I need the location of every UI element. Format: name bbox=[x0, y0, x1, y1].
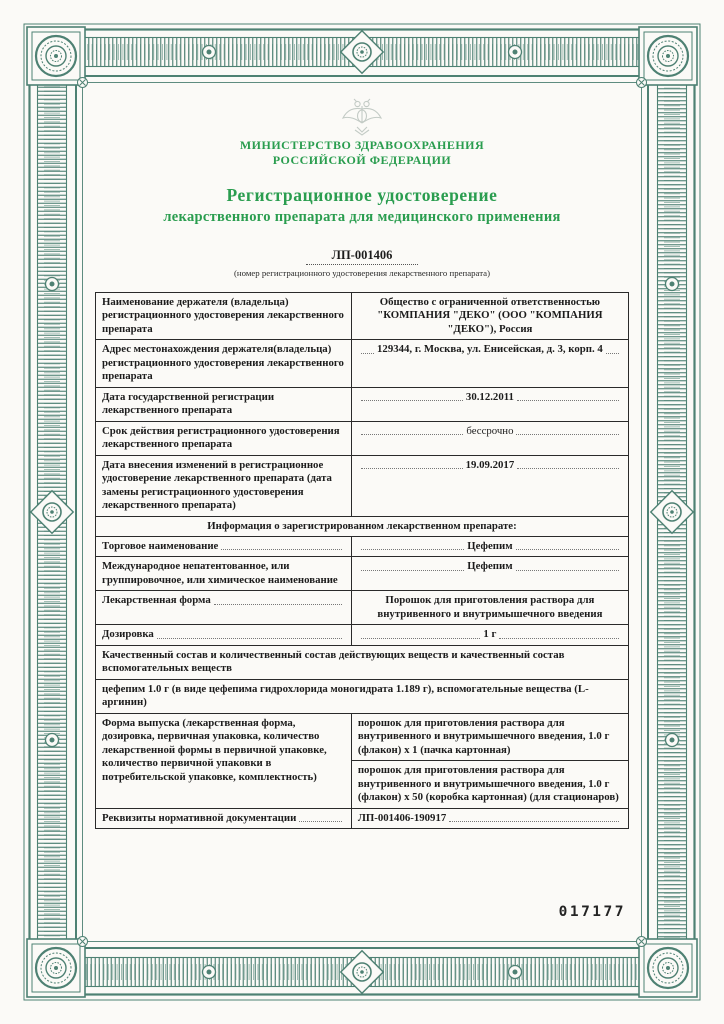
registration-date-label: Дата государственной регистрации лекарственного препарата bbox=[96, 387, 352, 421]
table-row bbox=[96, 516, 629, 536]
trade-name-label: Торговое наименование bbox=[96, 536, 352, 556]
serial-number: 017177 bbox=[558, 904, 626, 920]
inn-label: Международное непатентованное, или группировочное, или химическое наименование bbox=[96, 557, 352, 591]
dosage-form-label: Лекарственная форма bbox=[96, 591, 352, 625]
release-form-value-2: порошок для приготовления раствора для внутривенного и внутримышечного введения, 1.0 г (флакон) х 50 (коробка картонная) (для стационаров) bbox=[351, 761, 628, 808]
table-row bbox=[96, 808, 629, 828]
release-form-value-1: порошок для приготовления раствора для внутривенного и внутримышечного введения, 1.0 г (флакон) х 1 (пачка картонная) bbox=[351, 713, 628, 760]
coat-of-arms-icon bbox=[95, 96, 629, 138]
address-value: 129344, г. Москва, ул. Енисейская, д. 3, корп. 4 bbox=[351, 340, 628, 387]
document-content bbox=[95, 92, 629, 932]
table-row bbox=[96, 679, 629, 713]
document-title: Регистрационное удостоверение bbox=[226, 184, 498, 205]
registration-number-caption: (номер регистрационного удостоверения лекарственного препарата) bbox=[233, 267, 491, 278]
holder-value: Общество с ограниченной ответственностью "КОМПАНИЯ "ДЕКО" (ООО "КОМПАНИЯ "ДЕКО"), Россия bbox=[351, 292, 628, 339]
inn-value: Цефепим bbox=[351, 557, 628, 591]
table-row bbox=[96, 455, 629, 516]
composition-section-header: Качественный состав и количественный состав действующих веществ и качественный состав вспомогательных веществ bbox=[96, 645, 629, 679]
table-row bbox=[96, 536, 629, 556]
table-row bbox=[96, 557, 629, 591]
table-row bbox=[96, 713, 629, 760]
validity-label: Срок действия регистрационного удостоверения лекарственного препарата bbox=[96, 421, 352, 455]
dosage-form-value: Порошок для приготовления раствора для внутривенного и внутримышечного введения bbox=[351, 591, 628, 625]
table-row bbox=[96, 387, 629, 421]
table-row bbox=[96, 421, 629, 455]
amendment-date-label: Дата внесения изменений в регистрационное удостоверение лекарственного препарата (дата замены регистрационного удостоверения лекарственного препарата) bbox=[96, 455, 352, 516]
certificate-table bbox=[95, 292, 629, 830]
document-subtitle: лекарственного препарата для медицинского применения bbox=[163, 208, 561, 225]
ministry-line-1: МИНИСТЕРСТВО ЗДРАВООХРАНЕНИЯ bbox=[239, 138, 485, 152]
ministry-header bbox=[95, 138, 629, 169]
table-row bbox=[96, 625, 629, 645]
amendment-date-value: 19.09.2017 bbox=[351, 455, 628, 516]
validity-value: бессрочно bbox=[351, 421, 628, 455]
info-section-header: Информация о зарегистрированном лекарственном препарате: bbox=[96, 516, 629, 536]
dosage-label: Дозировка bbox=[96, 625, 352, 645]
table-row bbox=[96, 591, 629, 625]
release-form-label: Форма выпуска (лекарственная форма, дозировка, первичная упаковка, количество лекарственной формы в первичной упаковке, количество первичной упаковки в потребительской упаковке, комплектность) bbox=[96, 713, 352, 808]
address-label: Адрес местонахождения держателя(владельца) регистрационного удостоверения лекарственного препарата bbox=[96, 340, 352, 387]
registration-number: ЛП-001406 bbox=[306, 248, 419, 265]
dosage-value: 1 г bbox=[351, 625, 628, 645]
registration-date-value: 30.12.2011 bbox=[351, 387, 628, 421]
table-row bbox=[96, 292, 629, 339]
normative-docs-label: Реквизиты нормативной документации bbox=[96, 808, 352, 828]
ministry-line-2: РОССИЙСКОЙ ФЕДЕРАЦИИ bbox=[272, 153, 452, 168]
table-row bbox=[96, 645, 629, 679]
table-row bbox=[96, 340, 629, 387]
trade-name-value: Цефепим bbox=[351, 536, 628, 556]
normative-docs-value: ЛП-001406-190917 bbox=[351, 808, 628, 828]
composition-text: цефепим 1.0 г (в виде цефепима гидрохлорида моногидрата 1.189 г), вспомогательные вещества (L-аргинин) bbox=[96, 679, 629, 713]
holder-label: Наименование держателя (владельца) регистрационного удостоверения лекарственного препарата bbox=[96, 292, 352, 339]
